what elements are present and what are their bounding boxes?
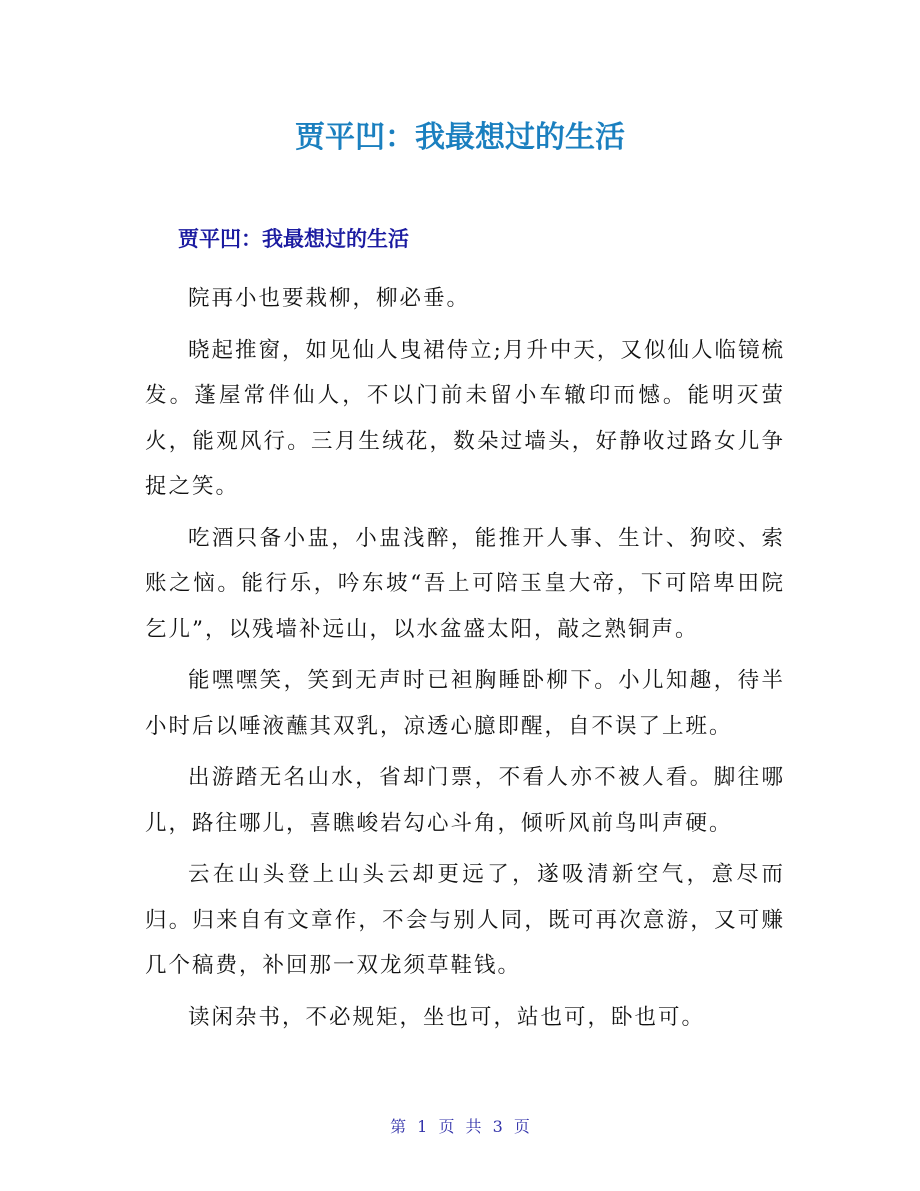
section-heading: 贾平凹：我最想过的生活 (178, 227, 409, 251)
paragraph: 晓起推窗，如见仙人曳裙侍立;月升中天，又似仙人临镜梳发。蓬屋常伴仙人，不以门前未留小车辙印而憾。能明灭萤火，能观风行。三月生绒花，数朵过墙头，好静收过路女儿争捉之笑。 (145, 337, 785, 499)
page-title: 贾平凹：我最想过的生活 (295, 120, 625, 155)
paragraph: 出游踏无名山水，省却门票，不看人亦不被人看。脚往哪儿，路往哪儿，喜瞧峻岩勾心斗角，倾听风前鸟叫声硬。 (145, 765, 785, 836)
paragraph: 云在山头登上山头云却更远了，遂吸清新空气，意尽而归。归来自有文章作，不会与别人同，既可再次意游，又可赚几个稿费，补回那一双龙须草鞋钱。 (145, 862, 785, 978)
paragraph: 读闲杂书，不必规矩，坐也可，站也可，卧也可。 (188, 1004, 706, 1030)
paragraph: 院再小也要栽柳，柳必垂。 (188, 286, 471, 311)
paragraph: 能嘿嘿笑，笑到无声时已袒胸睡卧柳下。小儿知趣，待半小时后以唾液蘸其双乳，凉透心臆即醒，自不误了上班。 (145, 668, 785, 739)
paragraph: 吃酒只备小盅，小盅浅醉，能推开人事、生计、狗咬、索账之恼。能行乐，吟东坡“吾上可陪玉皇大帝，下可陪卑田院乞儿”，以残墙补远山，以水盆盛太阳，敲之熟铜声。 (145, 525, 785, 642)
page-number: 第 1 页 共 3 页 (390, 1117, 530, 1136)
article-body (145, 276, 785, 1046)
